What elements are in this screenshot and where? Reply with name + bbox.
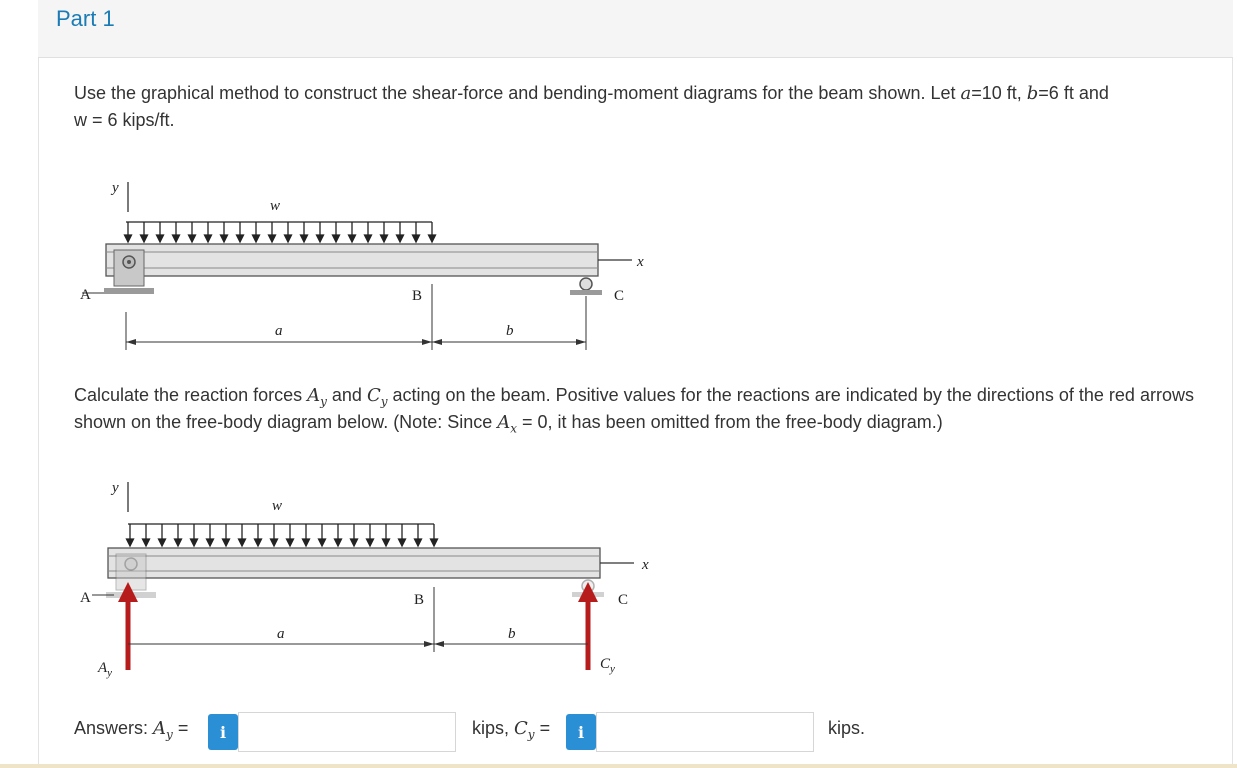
pin-support-a <box>82 250 154 294</box>
load-arrowhead <box>207 539 214 546</box>
part-title: Part 1 <box>56 6 115 31</box>
load-arrowhead <box>351 539 358 546</box>
load-arrowhead <box>239 539 246 546</box>
load-arrowhead <box>253 235 260 242</box>
load-arrowhead <box>415 539 422 546</box>
point-b-label: B <box>412 288 423 304</box>
y-axis-label: y <box>112 180 119 196</box>
load-arrowhead <box>399 539 406 546</box>
load-arrowhead <box>125 235 132 242</box>
load-label: w <box>270 198 281 214</box>
free-body-diagram <box>70 474 690 684</box>
load-arrowhead <box>429 235 436 242</box>
answers-label: Answers: $A_y$ = <box>74 718 189 742</box>
load-arrowhead <box>237 235 244 242</box>
load-arrowhead <box>397 235 404 242</box>
load-arrowhead <box>159 539 166 546</box>
load-arrowhead <box>271 539 278 546</box>
beam-diagram <box>70 172 690 362</box>
kips-cy-label: kips, $C_y$ = <box>472 718 551 742</box>
load-arrowhead <box>381 235 388 242</box>
load-arrowhead <box>205 235 212 242</box>
load-arrowhead <box>365 235 372 242</box>
load-label: w <box>272 498 283 514</box>
load-arrowhead <box>367 539 374 546</box>
load-arrowhead <box>319 539 326 546</box>
load-arrowhead <box>269 235 276 242</box>
load-arrowhead <box>285 235 292 242</box>
bottom-divider <box>0 764 1237 768</box>
load-arrowhead <box>255 539 262 546</box>
point-a-label: A <box>80 287 91 303</box>
y-axis-label: y <box>112 480 119 496</box>
load-arrowhead <box>127 539 134 546</box>
dim-b-label: b <box>506 323 514 339</box>
reaction-ay-label: $A_y$ <box>98 660 113 679</box>
dim-a-label: a <box>275 323 283 339</box>
problem-statement: Use the graphical method to construct the shear-force and bending-moment diagrams for the beam shown. Let a=10 ft, b=6 ft and w = 6 kips/ft. <box>74 83 1109 130</box>
dim-a-label: a <box>277 626 285 642</box>
load-arrowhead <box>189 235 196 242</box>
load-arrowhead <box>317 235 324 242</box>
load-arrowhead <box>287 539 294 546</box>
load-arrowhead <box>173 235 180 242</box>
point-b-label: B <box>414 592 425 608</box>
cy-answer-input[interactable] <box>596 712 814 752</box>
load-arrowhead <box>349 235 356 242</box>
load-arrowhead <box>175 539 182 546</box>
load-arrowhead <box>431 539 438 546</box>
point-c-label: C <box>614 288 625 304</box>
load-arrowhead <box>223 539 230 546</box>
roller-support-c <box>570 278 602 295</box>
ay-answer-input[interactable] <box>238 712 456 752</box>
load-arrowhead <box>221 235 228 242</box>
load-arrowhead <box>413 235 420 242</box>
load-arrowhead <box>303 539 310 546</box>
reaction-statement: Calculate the reaction forces $A_y$ and $C_y$ acting on the beam. Positive values for the reactions are indicated by the directions of the red arrows shown on the free-body diagram below. (Note: Since $A_x = 0$, it has been omitted from the free-body diagram.) <box>74 385 1194 436</box>
load-arrowhead <box>333 235 340 242</box>
info-icon-ay[interactable]: i <box>208 714 238 750</box>
load-arrowhead <box>383 539 390 546</box>
x-axis-label: x <box>637 254 644 270</box>
x-axis-label: x <box>642 557 649 573</box>
load-arrowhead <box>141 235 148 242</box>
point-a-label: A <box>80 590 91 606</box>
kips-unit-label: kips. <box>828 718 866 738</box>
info-icon-cy[interactable]: i <box>566 714 596 750</box>
load-arrowhead <box>301 235 308 242</box>
part-header <box>38 0 1233 58</box>
load-arrowhead <box>191 539 198 546</box>
load-arrowhead <box>335 539 342 546</box>
load-arrowhead <box>157 235 164 242</box>
dim-b-label: b <box>508 626 516 642</box>
reaction-cy-label: $C_y$ <box>600 656 615 675</box>
point-c-label: C <box>618 592 629 608</box>
load-arrowhead <box>143 539 150 546</box>
